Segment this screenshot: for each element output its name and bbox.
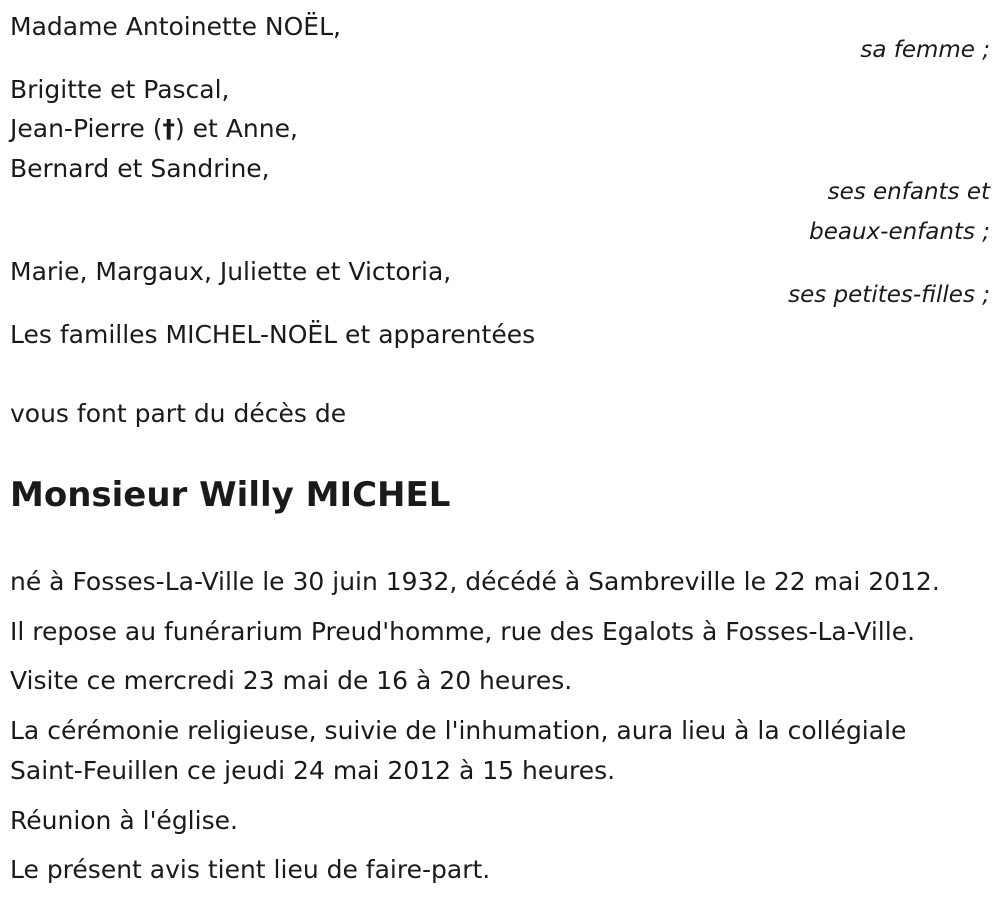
notice-line: Le présent avis tient lieu de faire-part. xyxy=(10,855,491,884)
visit-line: Visite ce mercredi 23 mai de 16 à 20 heures. xyxy=(10,666,573,695)
child-couple-3: Bernard et Sandrine, xyxy=(10,154,270,183)
families-line: Les familles MICHEL-NOËL et apparentées xyxy=(10,320,536,349)
resting-place-line: Il repose au funérarium Preud'homme, rue des Egalots à Fosses-La-Ville. xyxy=(10,617,916,646)
deceased-name: Monsieur Willy MICHEL xyxy=(10,475,451,515)
spouse-name: Madame Antoinette NOËL, xyxy=(10,12,341,41)
cross-icon: † xyxy=(162,114,175,143)
child-couple-1: Brigitte et Pascal, xyxy=(10,75,230,104)
grandchildren-relation: ses petites-filles ; xyxy=(788,282,990,308)
spouse-relation: sa femme ; xyxy=(860,37,990,63)
child-couple-2-after: ) et Anne, xyxy=(174,114,298,143)
birth-death-line: né à Fosses-La-Ville le 30 juin 1932, décédé à Sambreville le 22 mai 2012. xyxy=(10,567,940,596)
grandchildren-names: Marie, Margaux, Juliette et Victoria, xyxy=(10,257,452,286)
child-couple-2-before: Jean-Pierre ( xyxy=(10,114,163,143)
ceremony-line-1: La cérémonie religieuse, suivie de l'inhumation, aura lieu à la collégiale xyxy=(10,716,907,745)
announcement-line: vous font part du décès de xyxy=(10,399,347,428)
meeting-line: Réunion à l'église. xyxy=(10,806,238,835)
children-relation-line1: ses enfants et xyxy=(827,179,990,205)
children-relation-line2: beaux-enfants ; xyxy=(809,219,990,245)
child-couple-2 xyxy=(10,114,298,144)
ceremony-line-2: Saint-Feuillen ce jeudi 24 mai 2012 à 15 heures. xyxy=(10,756,616,785)
